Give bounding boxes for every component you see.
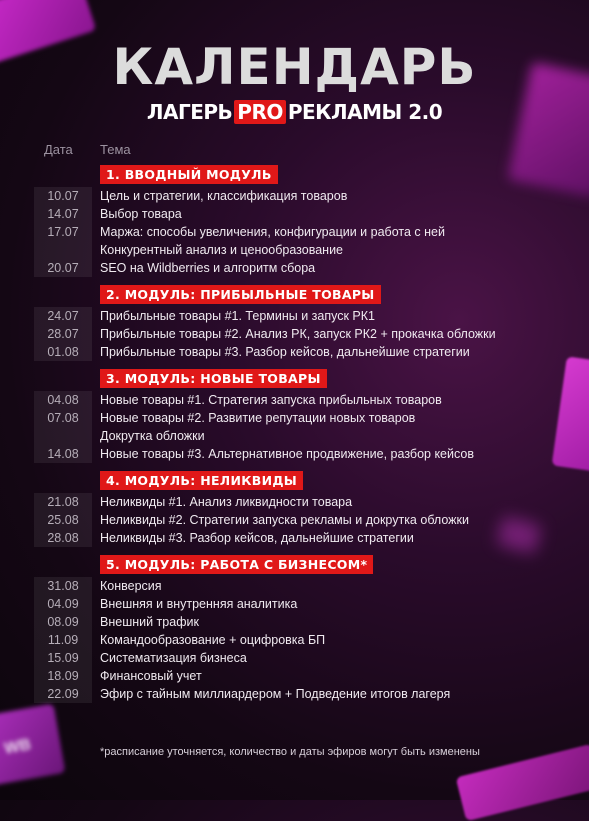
row-date	[34, 427, 92, 445]
row-topic: Внешний трафик	[100, 615, 199, 629]
module-title: 5. МОДУЛЬ: РАБОТА С БИЗНЕСОМ*	[100, 555, 373, 574]
row-topic: Неликвиды #1. Анализ ликвидности товара	[100, 495, 353, 509]
row-topic: Цель и стратегии, классификация товаров	[100, 189, 348, 203]
row-date: 21.08	[34, 493, 92, 511]
row-topic: Выбор товара	[100, 207, 182, 221]
subtitle-post: РЕКЛАМЫ 2.0	[287, 100, 443, 124]
row-date: 28.07	[34, 325, 92, 343]
row-topic: Внешняя и внутренняя аналитика	[100, 597, 298, 611]
row-topic: Новые товары #3. Альтернативное продвижение, разбор кейсов	[100, 447, 474, 461]
schedule-row	[0, 493, 589, 511]
row-topic: Маржа: способы увеличения, конфигурации и работа с ней	[100, 225, 445, 239]
schedule-row	[0, 649, 589, 667]
row-date: 18.09	[34, 667, 92, 685]
column-header-date: Дата	[44, 142, 73, 157]
page-subtitle	[0, 100, 589, 124]
row-topic: Конкурентный анализ и ценообразование	[100, 243, 344, 257]
row-date: 10.07	[34, 187, 92, 205]
schedule-row	[0, 391, 589, 409]
row-date: 25.08	[34, 511, 92, 529]
row-topic: SEO на Wildberries и алгоритм сбора	[100, 261, 316, 275]
schedule-row	[0, 343, 589, 361]
module-section	[0, 369, 589, 463]
row-topic: Эфир с тайным миллиардером + Подведение итогов лагеря	[100, 687, 451, 701]
schedule-row	[0, 511, 589, 529]
row-date: 01.08	[34, 343, 92, 361]
subtitle-pre: ЛАГЕРЬ	[146, 100, 233, 124]
row-date: 14.08	[34, 445, 92, 463]
row-date: 17.07	[34, 223, 92, 241]
footnote: *расписание уточняется, количество и даты эфиров могут быть изменены	[100, 746, 480, 758]
schedule-row	[0, 409, 589, 427]
row-date: 14.07	[34, 205, 92, 223]
schedule-row	[0, 613, 589, 631]
row-topic: Неликвиды #3. Разбор кейсов, дальнейшие стратегии	[100, 531, 414, 545]
schedule-row	[0, 259, 589, 277]
module-section	[0, 165, 589, 277]
subtitle-pro-badge: PRO	[234, 100, 286, 124]
row-date: 31.08	[34, 577, 92, 595]
schedule-row	[0, 187, 589, 205]
schedule-row	[0, 307, 589, 325]
schedule-row	[0, 223, 589, 241]
row-topic: Неликвиды #2. Стратегии запуска рекламы и докрутка обложки	[100, 513, 469, 527]
schedule-row	[0, 631, 589, 649]
schedule-row	[0, 667, 589, 685]
module-title: 4. МОДУЛЬ: НЕЛИКВИДЫ	[100, 471, 303, 490]
page-title: КАЛЕНДАРЬ	[112, 38, 477, 96]
module-section	[0, 285, 589, 361]
row-topic: Прибыльные товары #3. Разбор кейсов, дальнейшие стратегии	[100, 345, 470, 359]
row-topic: Новые товары #1. Стратегия запуска прибыльных товаров	[100, 393, 442, 407]
decor-card	[0, 704, 65, 787]
row-topic: Командообразование + оцифровка БП	[100, 633, 326, 647]
module-section	[0, 471, 589, 547]
schedule-row	[0, 427, 589, 445]
schedule-row	[0, 241, 589, 259]
row-topic: Конверсия	[100, 579, 162, 593]
schedule-row	[0, 325, 589, 343]
row-topic: Финансовый учет	[100, 669, 202, 683]
schedule-row	[0, 205, 589, 223]
column-header-topic: Тема	[100, 142, 131, 157]
schedule-row	[0, 445, 589, 463]
row-date: 20.07	[34, 259, 92, 277]
row-topic: Докрутка обложки	[100, 429, 205, 443]
row-topic: Прибыльные товары #2. Анализ РК, запуск РК2 + прокачка обложки	[100, 327, 496, 341]
row-date: 08.09	[34, 613, 92, 631]
row-date: 22.09	[34, 685, 92, 703]
row-date: 04.08	[34, 391, 92, 409]
row-date: 15.09	[34, 649, 92, 667]
module-title: 2. МОДУЛЬ: ПРИБЫЛЬНЫЕ ТОВАРЫ	[100, 285, 381, 304]
row-date: 04.09	[34, 595, 92, 613]
module-title: 1. ВВОДНЫЙ МОДУЛЬ	[100, 165, 278, 184]
schedule-row	[0, 577, 589, 595]
row-date: 24.07	[34, 307, 92, 325]
schedule-row	[0, 529, 589, 547]
row-topic: Систематизация бизнеса	[100, 651, 247, 665]
wb-logo: WB	[3, 736, 33, 758]
row-topic: Прибыльные товары #1. Термины и запуск РК1	[100, 309, 375, 323]
schedule-row	[0, 595, 589, 613]
row-date: 07.08	[34, 409, 92, 427]
module-section	[0, 555, 589, 703]
row-date	[34, 241, 92, 259]
row-date: 11.09	[34, 631, 92, 649]
module-title: 3. МОДУЛЬ: НОВЫЕ ТОВАРЫ	[100, 369, 327, 388]
row-topic: Новые товары #2. Развитие репутации новых товаров	[100, 411, 416, 425]
schedule-row	[0, 685, 589, 703]
schedule	[0, 165, 589, 711]
row-date: 28.08	[34, 529, 92, 547]
